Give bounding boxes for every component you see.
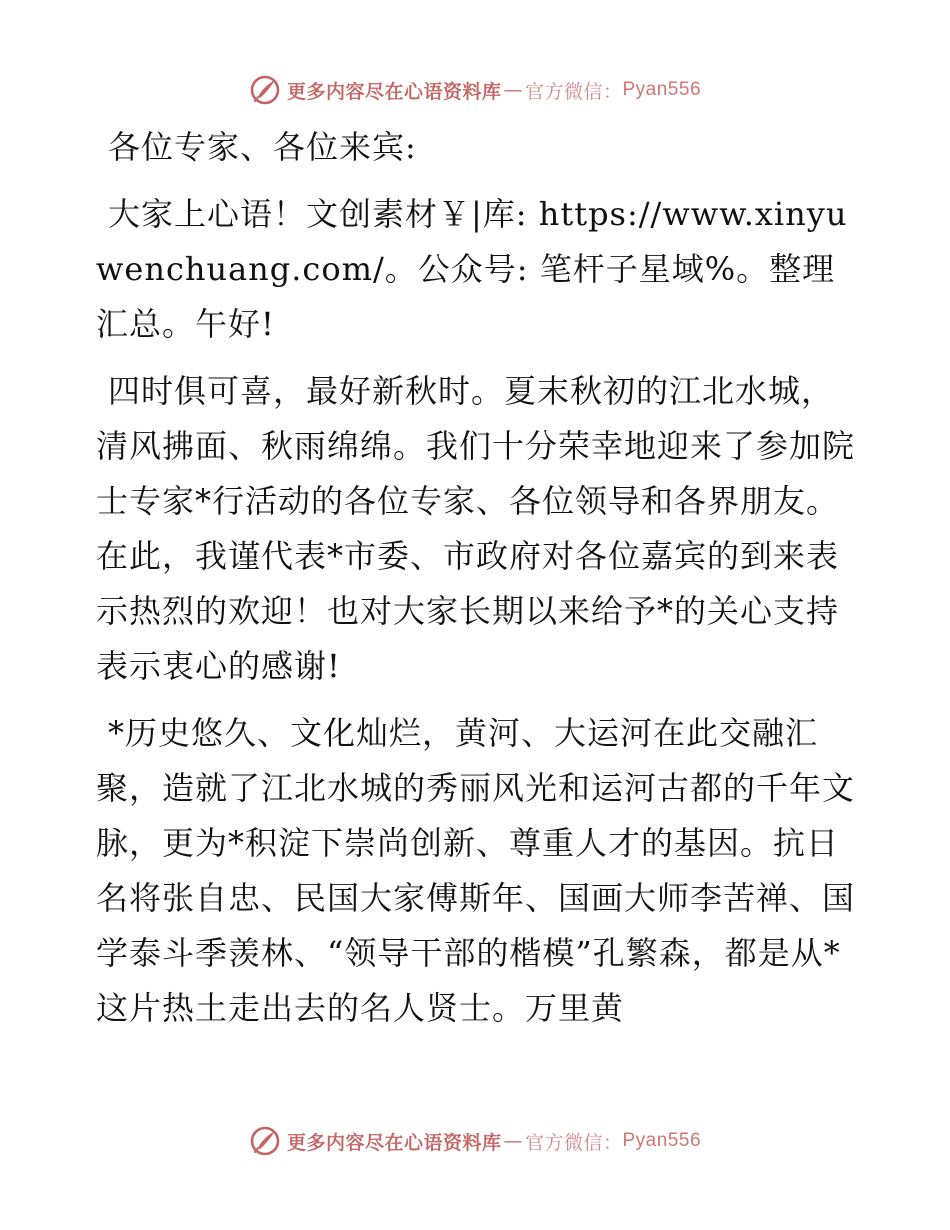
watermark-dash: — xyxy=(503,1130,523,1152)
watermark-wechat-id: Pyan556 xyxy=(622,79,702,100)
watermark-banner-top xyxy=(0,70,950,110)
watermark-wechat-label: 官方微信： xyxy=(524,1131,623,1154)
watermark-main-text: 更多内容尽在心语资料库 xyxy=(286,80,502,103)
document-body xyxy=(96,120,856,1048)
promo-paragraph: 大家上心语！文创素材￥|库: https://www.xinyuwenchuang.com/。公众号: 笔杆子星域%。整理汇总。午好! xyxy=(96,195,848,343)
watermark-wechat-id: Pyan556 xyxy=(622,1130,702,1151)
welcome-paragraph: 四时俱可喜，最好新秋时。夏末秋初的江北水城，清风拂面、秋雨绵绵。我们十分荣幸地迎来了参加院士专家*行活动的各位专家、各位领导和各界朋友。在此，我谨代表*市委、市政府对各位嘉宾的到来表示热烈的欢迎！也对大家长期以来给予*的关心支持表示衷心的感谢! xyxy=(96,372,856,685)
watermark-main-text: 更多内容尽在心语资料库 xyxy=(286,1131,502,1154)
watermark-dash: — xyxy=(503,79,523,101)
greeting-paragraph: 各位专家、各位来宾: xyxy=(108,128,417,166)
quill-circle-icon xyxy=(249,1125,281,1157)
watermark-text xyxy=(287,77,701,104)
quill-circle-icon xyxy=(249,74,281,106)
watermark-wechat-label: 官方微信： xyxy=(524,80,623,103)
watermark-text xyxy=(287,1128,701,1155)
history-paragraph: *历史悠久、文化灿烂，黄河、大运河在此交融汇聚，造就了江北水城的秀丽风光和运河古都的千年文脉，更为*积淀下崇尚创新、尊重人才的基因。抗日名将张自忠、民国大家傅斯年、国画大师李苦禅、国学泰斗季羡林、“领导干部的楷模”孔繁森，都是从*这片热土走出去的名人贤士。万里黄 xyxy=(96,714,856,1027)
watermark-banner-bottom xyxy=(0,1121,950,1161)
